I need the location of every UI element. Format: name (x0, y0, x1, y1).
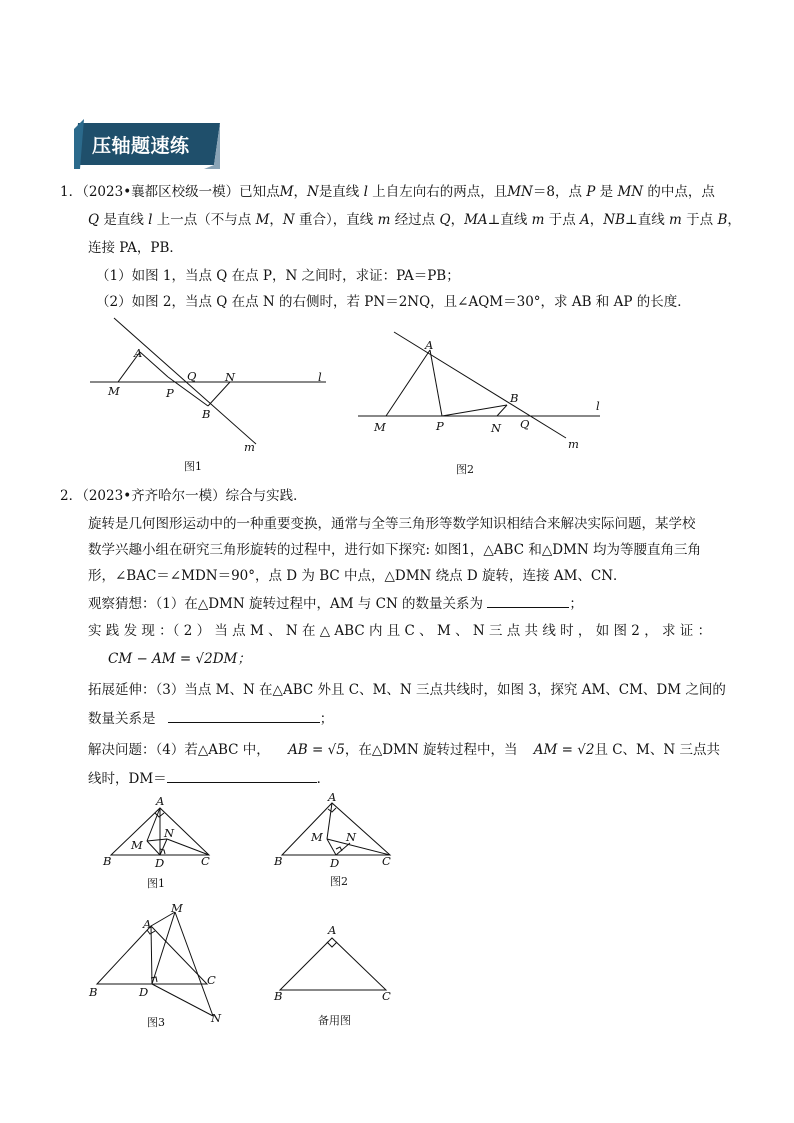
line-m (394, 332, 566, 438)
label-M: M (108, 384, 120, 398)
q1-part1: （1）如图 1，当点 Q 在点 P，N 之间时，求证：PA＝PB； (96, 268, 460, 284)
q2-solve-a: 解决问题：（4）若△ABC 中， (88, 742, 270, 758)
q2-fig2-caption: 图2 (330, 875, 348, 888)
label-M: M (131, 838, 143, 852)
q1-text: 是直线 (103, 212, 144, 228)
q1-figure-1 (80, 315, 340, 475)
label-M: M (311, 830, 323, 844)
label-A: A (134, 346, 143, 360)
label-A: A (156, 794, 165, 808)
label-C: C (201, 854, 210, 868)
q2-figure-backup (270, 920, 400, 1030)
label-C: C (382, 854, 391, 868)
q2-solve2-text: 线时，DM＝ (88, 771, 167, 787)
label-B: B (274, 854, 283, 868)
segment-PB (442, 405, 507, 416)
q1-text: 于点 (548, 212, 576, 228)
q2-figure-3 (85, 900, 230, 1035)
q2-observe-end: ； (569, 596, 583, 612)
q2-extend2-text: 数量关系是 (88, 711, 156, 727)
q1-figure-2 (350, 328, 620, 480)
q2-solve-c: 且 C、M、N 三点共 (594, 742, 720, 758)
q1-text: 直线 (500, 212, 528, 228)
q2-solve-formula-1: AB = √5 (288, 742, 345, 758)
q2-intro-2: 数学兴趣小组在研究三角形旋转的过程中，进行如下探究: 如图1，△ABC 和△DMN 均为等腰直角三角 (88, 542, 701, 558)
q2-figure-1 (95, 793, 225, 893)
q1-text: 上自左向右的两点，且 (372, 184, 508, 200)
q1-text: 经过点 (394, 212, 436, 228)
label-N: N (211, 1011, 222, 1025)
label-N: N (346, 830, 357, 844)
segment-MA (386, 350, 430, 416)
q1-text: 上一点（不与点 (156, 212, 252, 228)
label-m: m (244, 440, 255, 454)
q1-text: 重合），直线 (299, 212, 374, 228)
label-P: P (166, 386, 174, 400)
label-m: m (568, 437, 579, 451)
answer-blank-1[interactable] (487, 594, 569, 608)
label-N: N (164, 826, 175, 840)
label-B: B (103, 854, 112, 868)
banner-title: 压轴题速练 (92, 135, 190, 157)
q2-header (60, 487, 307, 505)
label-l: l (596, 399, 600, 413)
q1-text: 已知点 (239, 184, 280, 200)
q1-source: （2023•襄都区校级一模） (82, 184, 240, 200)
q1-line1: 1．（2023•襄都区校级一模）已知点M，N是直线 l 上自左向右的两点，且MN＝8，点 P 是 MN 的中点，点 (60, 184, 715, 200)
q2-extend2-end: ； (319, 711, 334, 727)
q1-line3: 连接 PA，PB． (88, 240, 183, 256)
q1-text: 的中点，点 (647, 184, 715, 200)
q2-extend-2 (88, 709, 333, 728)
q1-part2: （2）如图 2，当点 Q 在点 N 的右侧时，若 PN＝2NQ，且∠AQM＝30°，求 AB 和 AP 的长度． (96, 294, 691, 310)
q1-fig1-caption: 图1 (184, 460, 202, 473)
q2-practice: 实 践 发 现 ：（ 2 ） 当 点 M 、 N 在 △ ABC 内 且 C 、 M 、 N 三 点 共 线 时 ， 如 图 2 ， 求 证 ： (88, 623, 712, 639)
q2-intro-1: 旋转是几何图形运动中的一种重要变换，通常与全等三角形等数学知识相结合来解决实际问题，某学校 (88, 516, 696, 532)
q1-line2: Q 是直线 l 上一点（不与点 M，N 重合），直线 m 经过点 Q，MA⊥直线 m 于点 A，NB⊥直线 m 于点 B， (88, 212, 741, 228)
q2-solve-2 (88, 769, 330, 788)
q2-observe-text: 观察猜想：（1）在△DMN 旋转过程中，AM 与 CN 的数量关系为 (88, 596, 484, 612)
q2-source: （2023•齐齐哈尔一模） (82, 488, 226, 504)
q2-fig3-caption: 图3 (147, 1016, 165, 1029)
q2-extend: 拓展延伸：（3）当点 M、N 在△ABC 外且 C、M、N 三点共线时，如图 3，探究 AM、CM、DM 之间的 (88, 682, 726, 698)
q2-solve (88, 741, 720, 759)
label-l: l (318, 370, 322, 384)
label-A: A (328, 793, 337, 804)
label-Q: Q (187, 369, 197, 383)
q2-topic: 综合与实践． (225, 488, 307, 504)
label-C: C (207, 973, 216, 987)
label-D: D (139, 985, 149, 999)
label-A: A (425, 338, 434, 352)
q1-fig2-caption: 图2 (456, 463, 474, 476)
q2-solve2-end: ． (316, 771, 331, 787)
q1-number: 1． (60, 184, 83, 200)
segment-NB (208, 382, 230, 406)
label-C: C (382, 989, 391, 1003)
segment-PA (140, 352, 168, 377)
label-B: B (202, 407, 211, 421)
q2-solve-formula-2: AM = √2 (533, 742, 595, 758)
label-N: N (491, 421, 502, 435)
q1-text: 是直线 (318, 184, 360, 200)
q2-intro-3: 形，∠BAC＝∠MDN＝90°，点 D 为 BC 中点，△DMN 绕点 D 旋转，连接 AM、CN． (88, 568, 627, 584)
label-D: D (330, 856, 340, 870)
label-B: B (89, 985, 98, 999)
label-N: N (225, 370, 236, 384)
answer-blank-2[interactable] (168, 709, 320, 723)
q1-text: ＝8，点 (532, 184, 582, 200)
label-M: M (374, 420, 386, 434)
label-B: B (274, 989, 283, 1003)
q2-formula-1: CM − AM = √2DM； (108, 651, 251, 667)
q1-text: 于点 (686, 212, 714, 228)
label-D: D (155, 856, 165, 870)
label-Q: Q (520, 417, 530, 431)
q1-text: 直线 (637, 212, 665, 228)
label-M: M (171, 901, 183, 915)
q2-fig4-caption: 备用图 (318, 1014, 351, 1027)
q2-figure-2 (270, 793, 400, 893)
label-A: A (328, 923, 337, 937)
q2-number: 2． (60, 488, 83, 504)
answer-blank-3[interactable] (167, 769, 317, 783)
q2-fig1-caption: 图1 (147, 877, 165, 890)
label-A: A (143, 917, 152, 931)
label-P: P (436, 419, 444, 433)
q2-solve-b: ，在△DMN 旋转过程中，当 (344, 742, 518, 758)
label-B: B (510, 391, 519, 405)
q2-observe (88, 594, 583, 613)
q1-text: 是 (599, 184, 614, 200)
